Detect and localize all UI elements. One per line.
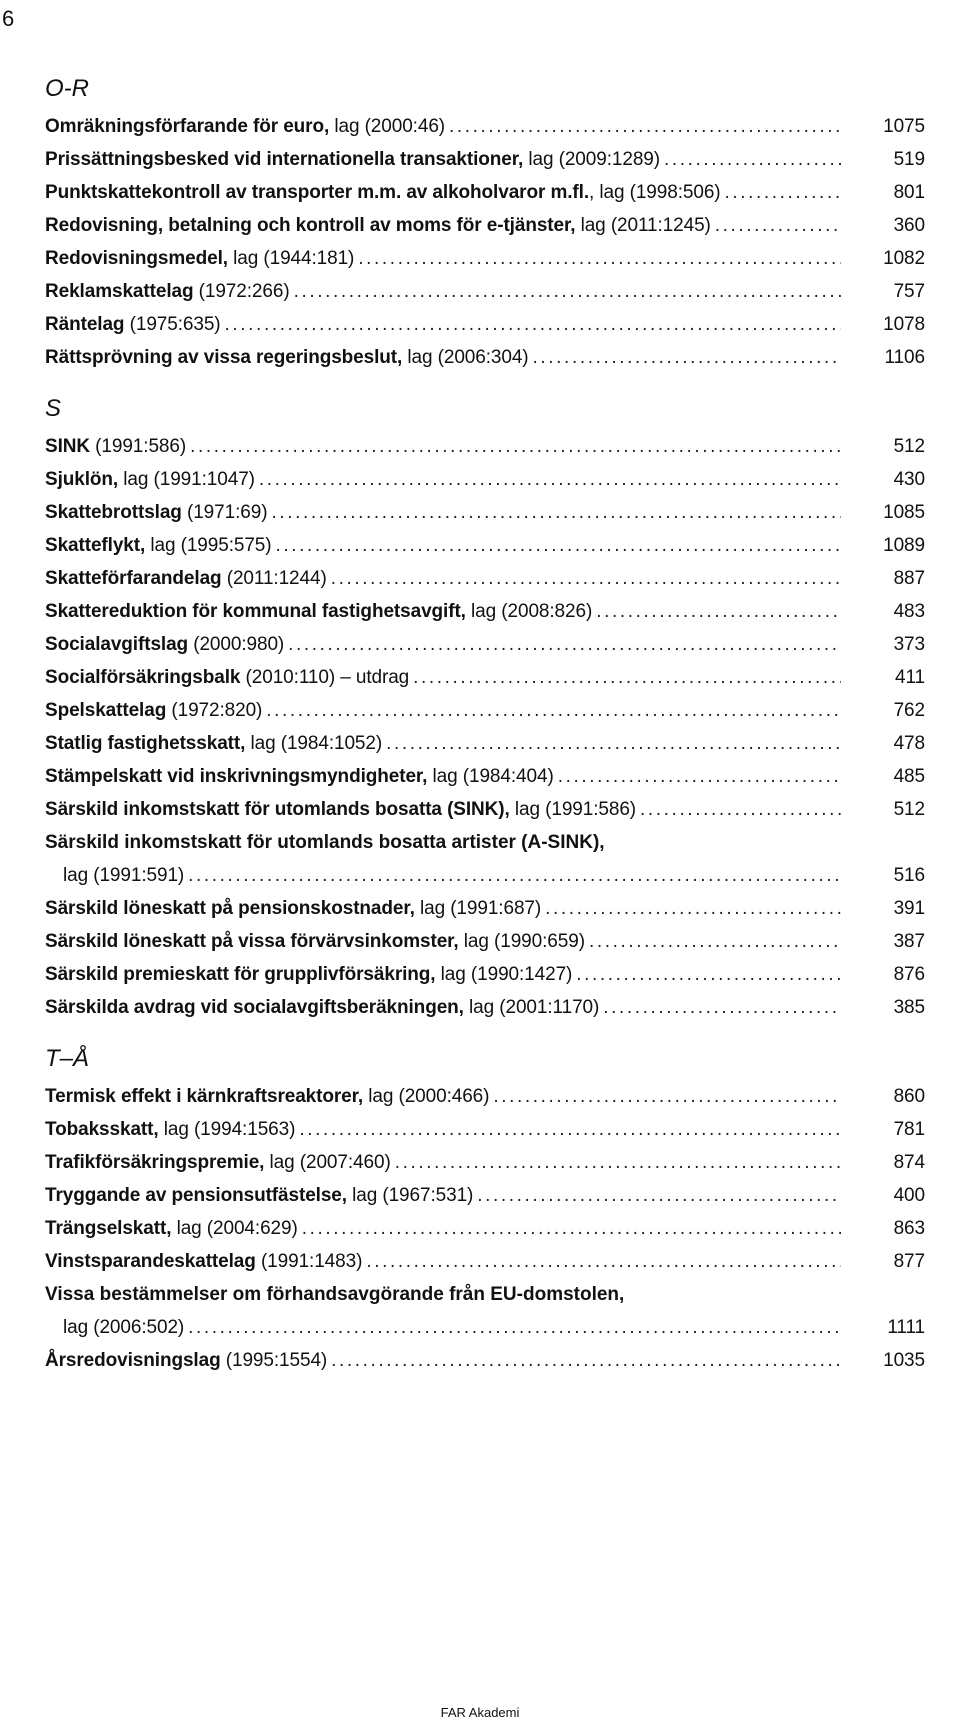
entry-text <box>45 760 554 793</box>
dot-leader <box>331 562 841 595</box>
entry-title: Reklamskattelag <box>45 281 194 302</box>
dot-leader <box>386 727 841 760</box>
entry-page-number: 887 <box>893 568 925 589</box>
toc-entry[interactable] <box>45 209 925 242</box>
entry-page-number: 876 <box>893 964 925 985</box>
entry-page-number: 1111 <box>887 1317 925 1338</box>
dot-leader <box>395 1146 841 1179</box>
dot-leader <box>413 661 841 694</box>
dot-leader <box>225 308 841 341</box>
dot-leader <box>477 1179 841 1212</box>
entry-text <box>45 496 267 529</box>
entry-text <box>45 892 541 925</box>
toc-entry[interactable] <box>45 595 925 628</box>
entry-reference: (2011:1244) <box>221 568 327 589</box>
dot-leader <box>358 242 841 275</box>
entry-page-number: 512 <box>893 436 925 457</box>
entry-title: Spelskattelag <box>45 700 167 721</box>
entry-reference: lag (1991:1047) <box>118 469 255 490</box>
entry-reference: (1971:69) <box>181 502 268 523</box>
entry-reference: lag (1967:531) <box>346 1185 474 1206</box>
dot-leader <box>190 430 841 463</box>
entry-text <box>45 341 529 374</box>
entry-page-number: 1078 <box>883 314 925 335</box>
toc-entry[interactable] <box>45 661 925 694</box>
entry-title: Prissättningsbesked vid internationella transaktioner, <box>45 149 524 170</box>
entry-page-number: 478 <box>893 733 925 754</box>
toc-entry[interactable] <box>45 1245 925 1278</box>
dot-leader <box>533 341 841 374</box>
entry-text <box>45 143 660 176</box>
entry-page-number: 781 <box>893 1119 925 1140</box>
entry-reference: (1995:1554) <box>220 1350 328 1371</box>
entry-page-number: 387 <box>893 931 925 952</box>
entry-text <box>45 308 221 341</box>
section-heading: O-R <box>45 75 89 102</box>
toc-entry[interactable] <box>45 694 925 727</box>
entry-text <box>45 1179 473 1212</box>
table-of-contents <box>45 68 925 1391</box>
entry-title: Termisk effekt i kärnkraftsreaktorer, <box>45 1086 364 1107</box>
entry-reference: (1991:586) <box>90 436 187 457</box>
entry-reference: (1975:635) <box>124 314 221 335</box>
entry-page-number: 519 <box>893 149 925 170</box>
dot-leader <box>545 892 841 925</box>
toc-entry[interactable] <box>45 1311 925 1344</box>
entry-title: Tryggande av pensionsutfästelse, <box>45 1185 347 1206</box>
entry-title: Särskild löneskatt på pensionskostnader, <box>45 898 415 919</box>
entry-text <box>45 242 354 275</box>
entry-title: Särskilda avdrag vid socialavgiftsberäkningen, <box>45 997 464 1018</box>
toc-entry[interactable] <box>45 529 925 562</box>
entry-title: Trängselskatt, <box>45 1218 172 1239</box>
entry-page-number: 757 <box>893 281 925 302</box>
entry-text <box>45 463 255 496</box>
entry-title: Socialförsäkringsbalk <box>45 667 241 688</box>
entry-page-number: 360 <box>893 215 925 236</box>
entry-page-number: 512 <box>893 799 925 820</box>
entry-text <box>45 1344 327 1377</box>
entry-title: Skatteflykt, <box>45 535 146 556</box>
entry-reference: (1972:266) <box>193 281 290 302</box>
entry-page-number: 1075 <box>883 116 925 137</box>
entry-page-number: 877 <box>893 1251 925 1272</box>
entry-reference: , lag (1998:506) <box>589 182 721 203</box>
entry-reference: (2000:980) <box>188 634 285 655</box>
toc-entry[interactable] <box>45 991 925 1024</box>
dot-leader <box>640 793 841 826</box>
entry-text <box>45 176 721 209</box>
toc-entry[interactable] <box>45 925 925 958</box>
page-number: 6 <box>2 6 15 31</box>
entry-text <box>45 727 382 760</box>
entry-reference: lag (1990:659) <box>458 931 585 952</box>
entry-page-number: 1089 <box>883 535 925 556</box>
dot-leader <box>276 529 841 562</box>
entry-reference: lag (2011:1245) <box>575 215 711 236</box>
entry-title: Vissa bestämmelser om förhandsavgörande från EU-domstolen, <box>45 1284 625 1305</box>
entry-page-number: 385 <box>893 997 925 1018</box>
entry-page-number: 1106 <box>884 347 925 368</box>
entry-title: Vinstsparandeskattelag <box>45 1251 256 1272</box>
section-heading: T–Å <box>45 1045 90 1072</box>
toc-section <box>45 68 925 374</box>
entry-page-number: 1085 <box>883 502 925 523</box>
entry-text <box>45 430 186 463</box>
entry-title: Skatteförfarandelag <box>45 568 222 589</box>
toc-entry[interactable] <box>45 1113 925 1146</box>
toc-entry[interactable] <box>45 1344 925 1377</box>
entry-page-number: 860 <box>893 1086 925 1107</box>
entry-reference: lag (2007:460) <box>264 1152 391 1173</box>
entry-reference: lag (2008:826) <box>465 601 593 622</box>
entry-title: Sjuklön, <box>45 469 119 490</box>
toc-entry[interactable] <box>45 1212 925 1245</box>
entry-text <box>45 925 585 958</box>
toc-entry-wrapped[interactable] <box>45 826 925 892</box>
entry-page-number: 411 <box>895 667 925 688</box>
dot-leader <box>299 1113 841 1146</box>
toc-section <box>45 388 925 1024</box>
toc-entry[interactable] <box>45 760 925 793</box>
entry-text <box>45 793 636 826</box>
entry-reference: lag (1984:404) <box>427 766 554 787</box>
dot-leader <box>589 925 841 958</box>
entry-reference: lag (2000:466) <box>363 1086 490 1107</box>
entry-page-number: 373 <box>893 634 925 655</box>
entry-page-number: 874 <box>893 1152 925 1173</box>
dot-leader <box>558 760 841 793</box>
toc-entry[interactable] <box>45 110 925 143</box>
entry-text <box>45 1113 295 1146</box>
entry-title: Särskild löneskatt på vissa förvärvsinkomster, <box>45 931 459 952</box>
entry-page-number: 391 <box>893 898 925 919</box>
entry-text <box>45 529 272 562</box>
dot-leader <box>596 595 841 628</box>
entry-title: Tobaksskatt, <box>45 1119 159 1140</box>
entry-text <box>45 1212 298 1245</box>
entry-reference: lag (1990:1427) <box>435 964 573 985</box>
toc-entry[interactable] <box>45 242 925 275</box>
entry-reference: (1991:1483) <box>255 1251 363 1272</box>
entry-reference: lag (1991:586) <box>509 799 637 820</box>
entry-reference: lag (1944:181) <box>227 248 355 269</box>
entry-title: Räntelag <box>45 314 125 335</box>
toc-entry[interactable] <box>45 859 925 892</box>
entry-text <box>45 661 409 694</box>
entry-reference: lag (2006:304) <box>402 347 529 368</box>
entry-title: Socialavgiftslag <box>45 634 189 655</box>
entry-title: Särskild premieskatt för grupplivförsäkring, <box>45 964 436 985</box>
entry-text <box>45 694 262 727</box>
toc-entry[interactable] <box>45 1080 925 1113</box>
entry-title: Årsredovisningslag <box>45 1350 221 1371</box>
toc-entry[interactable] <box>45 308 925 341</box>
entry-text <box>45 991 599 1024</box>
toc-entry[interactable] <box>45 727 925 760</box>
entry-reference: (2010:110) – utdrag <box>240 667 410 688</box>
entry-title: Skattebrottslag <box>45 502 182 523</box>
toc-entry[interactable] <box>45 143 925 176</box>
entry-title: Redovisning, betalning och kontroll av moms för e-tjänster, <box>45 215 576 236</box>
toc-entry-wrapped[interactable] <box>45 1278 925 1344</box>
toc-entry[interactable] <box>45 892 925 925</box>
footer-publisher: FAR Akademi <box>440 1705 520 1720</box>
entry-page-number: 483 <box>893 601 925 622</box>
section-heading: S <box>45 395 62 422</box>
entry-reference: lag (2004:629) <box>171 1218 298 1239</box>
dot-leader <box>331 1344 841 1377</box>
entry-text <box>45 958 572 991</box>
entry-page-number: 762 <box>893 700 925 721</box>
entry-reference: lag (1991:687) <box>414 898 542 919</box>
entry-text <box>45 628 284 661</box>
entry-reference: lag (2009:1289) <box>523 149 660 170</box>
dot-leader <box>188 859 841 892</box>
dot-leader <box>366 1245 841 1278</box>
entry-page-number: 430 <box>893 469 925 490</box>
entry-reference: lag (1984:1052) <box>245 733 383 754</box>
entry-page-number: 400 <box>893 1185 925 1206</box>
entry-page-number: 516 <box>893 865 925 886</box>
entry-title: Statlig fastighetsskatt, <box>45 733 246 754</box>
entry-text <box>45 1245 362 1278</box>
entry-text <box>45 1146 391 1179</box>
entry-text <box>45 1080 489 1113</box>
toc-entry[interactable] <box>45 430 925 463</box>
entry-text <box>45 595 592 628</box>
entry-reference: lag (2006:502) <box>63 1317 185 1338</box>
toc-section <box>45 1038 925 1377</box>
dot-leader <box>603 991 841 1024</box>
toc-entry[interactable] <box>45 562 925 595</box>
entry-title: Rättsprövning av vissa regeringsbeslut, <box>45 347 403 368</box>
entry-title: Särskild inkomstskatt för utomlands bosatta artister (A-SINK), <box>45 832 605 853</box>
entry-page-number: 863 <box>893 1218 925 1239</box>
toc-entry[interactable] <box>45 496 925 529</box>
entry-reference: (1972:820) <box>166 700 263 721</box>
dot-leader <box>294 275 841 308</box>
entry-text <box>45 562 327 595</box>
dot-leader <box>266 694 841 727</box>
entry-page-number: 801 <box>893 182 925 203</box>
entry-title: Omräkningsförfarande för euro, <box>45 116 330 137</box>
entry-text <box>45 209 711 242</box>
dot-leader <box>259 463 841 496</box>
dot-leader <box>449 110 841 143</box>
toc-entry[interactable] <box>45 341 925 374</box>
toc-entry[interactable] <box>45 275 925 308</box>
dot-leader <box>288 628 841 661</box>
entry-reference: lag (2000:46) <box>329 116 446 137</box>
dot-leader <box>302 1212 841 1245</box>
toc-entry[interactable] <box>45 793 925 826</box>
entry-page-number: 1082 <box>883 248 925 269</box>
entry-reference: lag (1994:1563) <box>158 1119 296 1140</box>
toc-entry[interactable] <box>45 958 925 991</box>
entry-title: Punktskattekontroll av transporter m.m. av alkoholvaror m.fl. <box>45 182 590 203</box>
dot-leader <box>271 496 841 529</box>
entry-reference: lag (1995:575) <box>145 535 272 556</box>
entry-page-number: 485 <box>893 766 925 787</box>
dot-leader <box>576 958 841 991</box>
toc-entry[interactable] <box>45 463 925 496</box>
dot-leader <box>188 1311 841 1344</box>
entry-page-number: 1035 <box>883 1350 925 1371</box>
entry-title: Redovisningsmedel, <box>45 248 228 269</box>
entry-title: Skattereduktion för kommunal fastighetsavgift, <box>45 601 466 622</box>
entry-reference: lag (1991:591) <box>63 865 185 886</box>
toc-entry[interactable] <box>45 176 925 209</box>
entry-text <box>45 275 290 308</box>
entry-title: Trafikförsäkringspremie, <box>45 1152 265 1173</box>
toc-entry[interactable] <box>45 1179 925 1212</box>
entry-title: Särskild inkomstskatt för utomlands bosatta (SINK), <box>45 799 510 820</box>
dot-leader <box>715 209 841 242</box>
toc-entry[interactable] <box>45 1146 925 1179</box>
dot-leader <box>725 176 841 209</box>
dot-leader <box>493 1080 841 1113</box>
toc-entry[interactable] <box>45 628 925 661</box>
dot-leader <box>664 143 841 176</box>
entry-title: Stämpelskatt vid inskrivningsmyndigheter, <box>45 766 428 787</box>
entry-reference: lag (2001:1170) <box>463 997 600 1018</box>
entry-text <box>45 110 445 143</box>
entry-title: SINK <box>45 436 90 457</box>
